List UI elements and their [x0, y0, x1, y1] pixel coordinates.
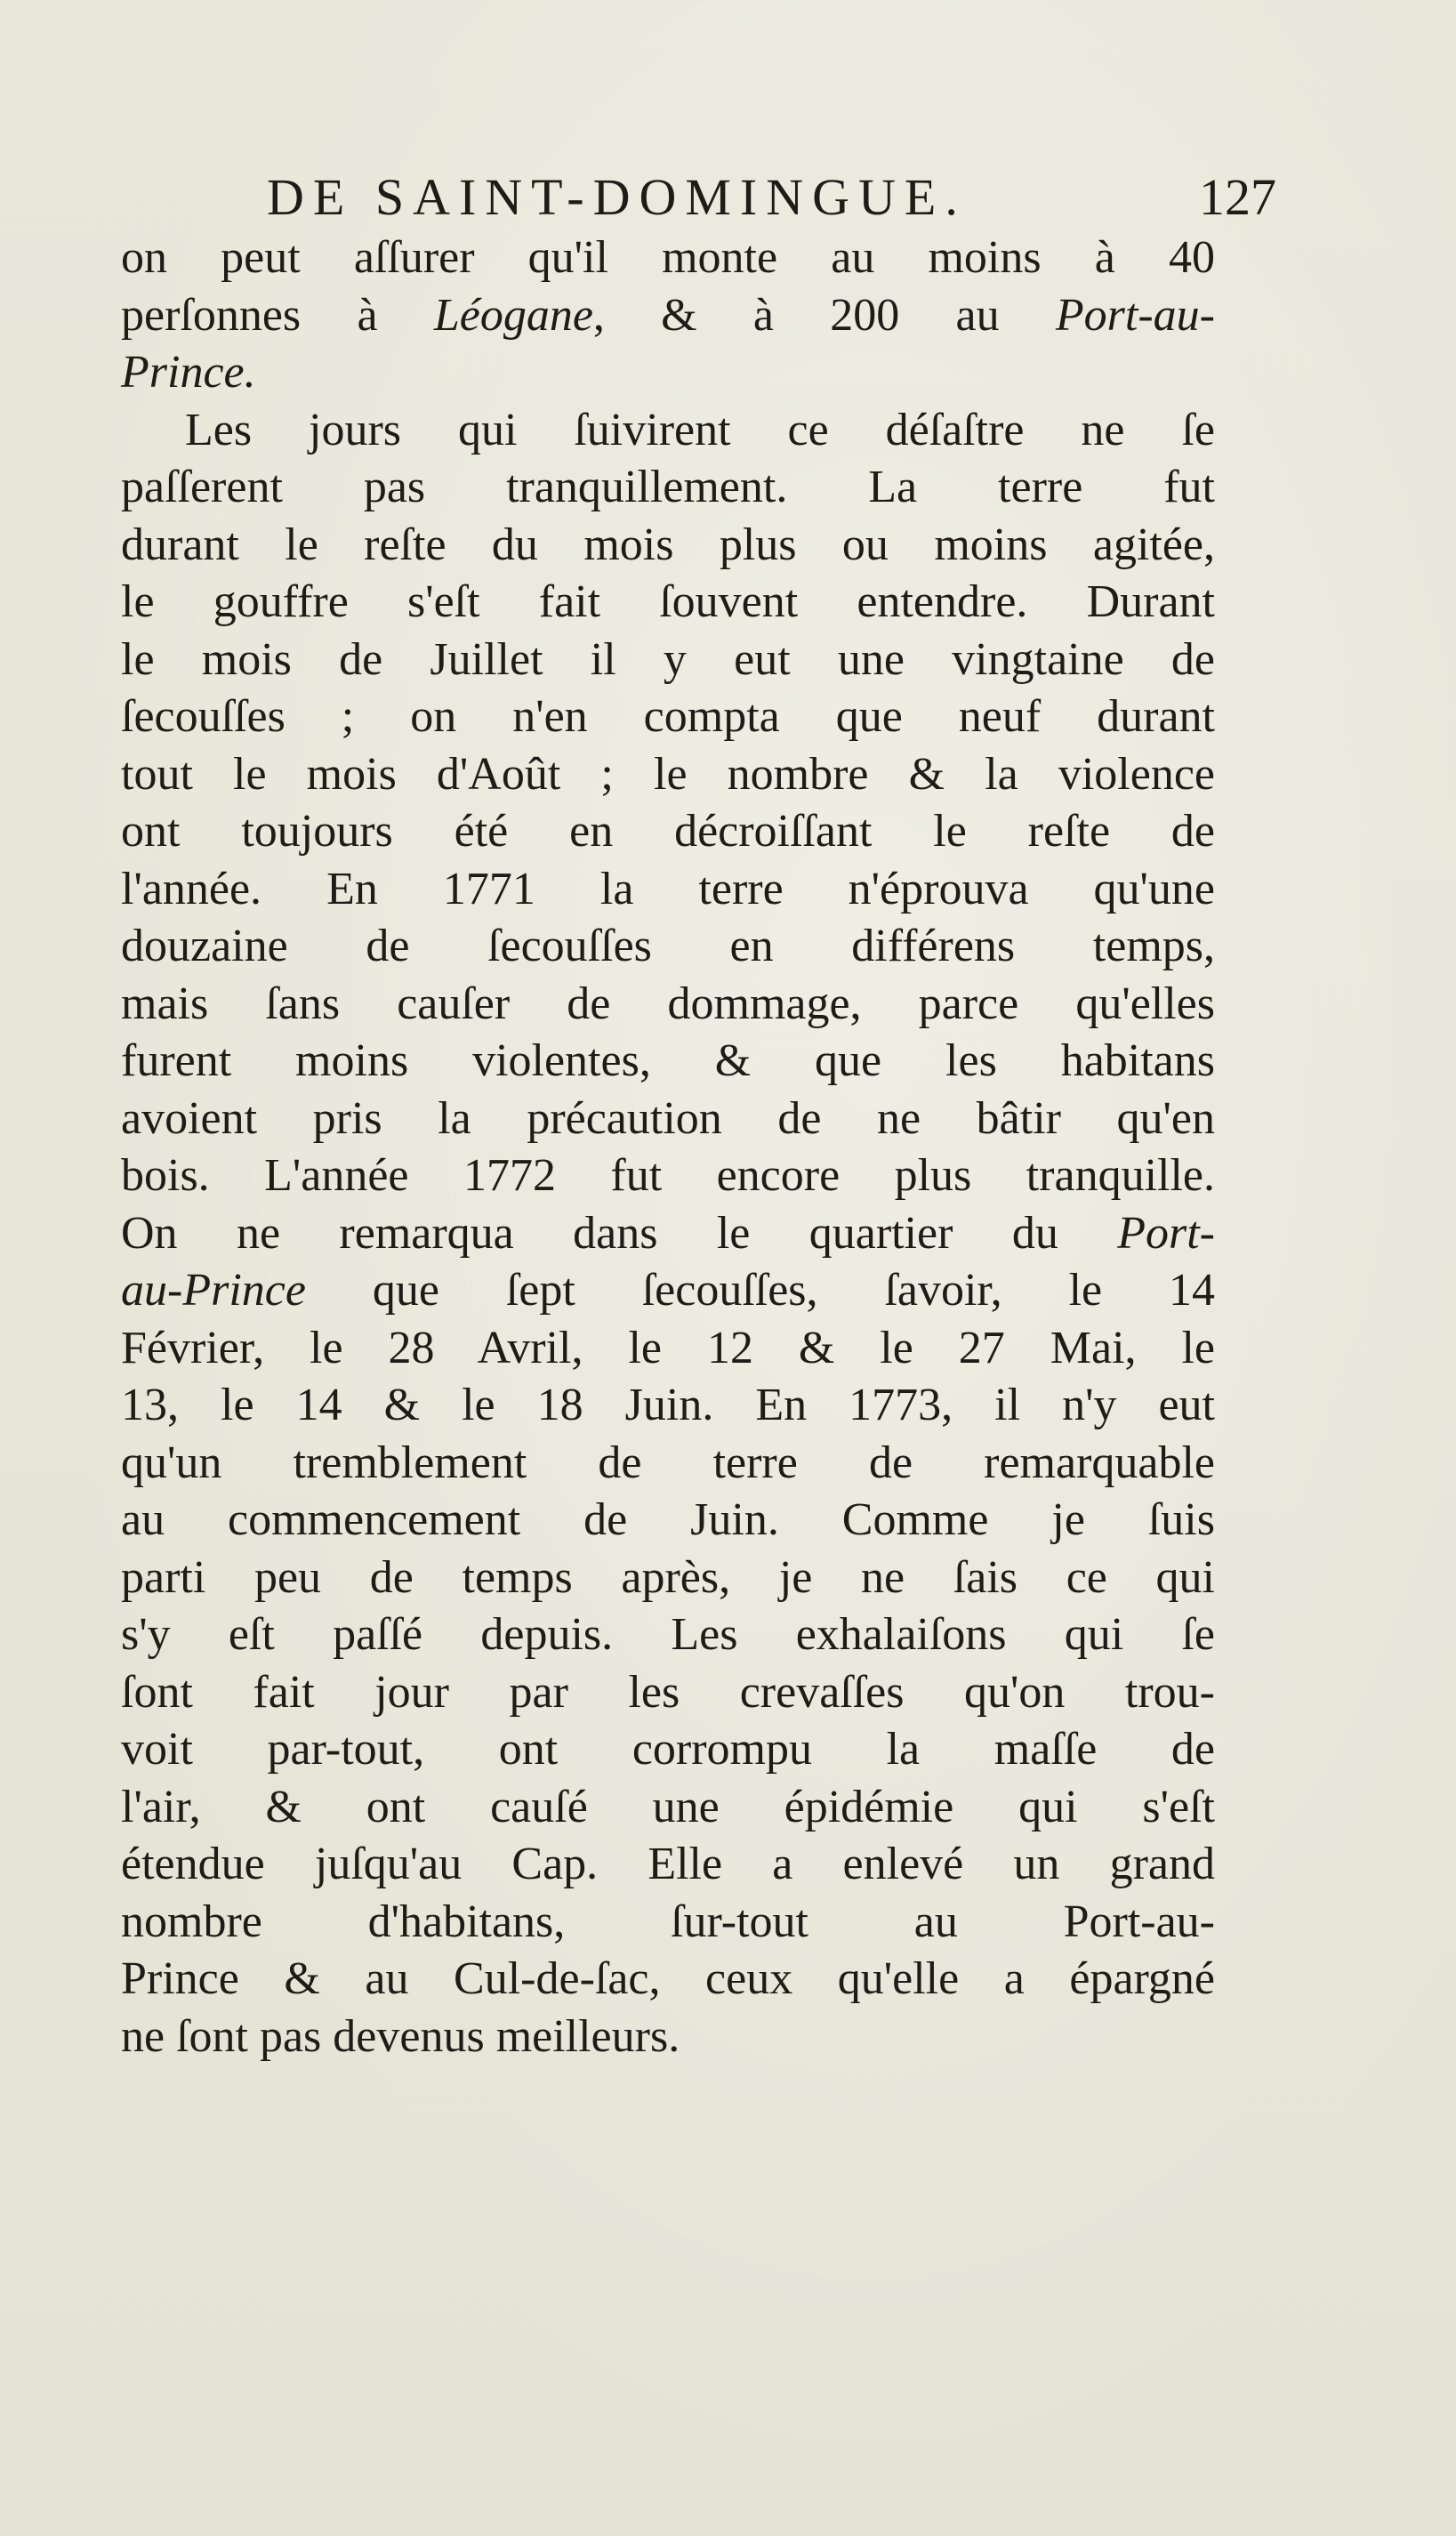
line-text: furent moins violentes, & que les habitans: [121, 1035, 1215, 1086]
text-line: [121, 918, 1215, 976]
line-text: qu'un tremblement de terre de remarquable: [121, 1437, 1215, 1488]
line-text: douzaine de ſecouſſes en différens temps,: [121, 921, 1215, 971]
line-text: mais ſans cauſer de dommage, parce qu'elles: [121, 978, 1215, 1029]
line-text: nombre d'habitans, ſur-tout au Port-au-: [121, 1896, 1215, 1947]
line-text: l'air, & ont cauſé une épidémie qui s'eſt: [121, 1781, 1215, 1832]
text-line: [121, 1951, 1215, 2009]
text-line: [121, 1262, 1215, 1320]
text-line: [121, 1205, 1215, 1263]
italic-text: Port-au-: [1055, 289, 1216, 341]
text-line: [121, 1894, 1215, 1952]
line-text: s'y eſt paſſé depuis. Les exhalaiſons qui ſe: [121, 1609, 1215, 1660]
text-line: [121, 574, 1215, 632]
text-line: [121, 1721, 1215, 1779]
text-line: [121, 976, 1215, 1034]
line-text: le gouffre s'eſt fait ſouvent entendre. Durant: [121, 576, 1215, 627]
line-text: On ne remarqua dans le quartier du: [121, 1207, 1118, 1259]
text-line: [121, 688, 1215, 746]
text-line: [121, 1664, 1215, 1722]
running-head: DE SAINT-DOMINGUE.: [267, 168, 967, 226]
line-text: bois. L'année 1772 fut encore plus tranquille.: [121, 1150, 1215, 1201]
line-text: l'année. En 1771 la terre n'éprouva qu'une: [121, 863, 1215, 914]
line-text: avoient pris la précaution de ne bâtir qu'en: [121, 1092, 1215, 1144]
text-line: [121, 344, 1215, 402]
italic-text: Léogane: [433, 289, 593, 341]
line-text: ne ſont pas devenus meilleurs.: [121, 2010, 680, 2062]
line-text: parti peu de temps après, je ne ſais ce qui: [121, 1551, 1215, 1603]
italic-text: Prince.: [121, 347, 256, 398]
line-text: le mois de Juillet il y eut une vingtaine de: [121, 633, 1215, 685]
line-text: paſſerent pas tranquillement. La terre fut: [121, 462, 1215, 512]
line-text: étendue juſqu'au Cap. Elle a enlevé un grand: [121, 1839, 1215, 1889]
text-line: [121, 1033, 1215, 1091]
text-line: [121, 1377, 1215, 1435]
line-text: Février, le 28 Avril, le 12 & le 27 Mai, le: [121, 1322, 1215, 1373]
text-line: [121, 459, 1215, 517]
page-header: [267, 167, 1276, 229]
line-text: que ſept ſecouſſes, ſavoir, le 14: [305, 1265, 1215, 1316]
italic-text: au-Prince: [121, 1265, 306, 1316]
text-line: [121, 1320, 1215, 1378]
text-line: [121, 1606, 1215, 1664]
text-line: [121, 2009, 1215, 2066]
text-line: [121, 287, 1215, 345]
italic-text: Port-: [1117, 1207, 1215, 1259]
text-line: [121, 1779, 1215, 1837]
text-line: [121, 517, 1215, 575]
text-line: [121, 229, 1215, 287]
page-number: 127: [1199, 168, 1276, 226]
line-text: durant le reſte du mois plus ou moins agitée,: [121, 519, 1215, 570]
text-line: [121, 1147, 1215, 1205]
line-text: au commencement de Juin. Comme je ſuis: [121, 1494, 1215, 1545]
line-text: perſonnes à: [121, 289, 434, 341]
line-text: , & à 200 au: [592, 289, 1056, 341]
line-text: ont toujours été en décroiſſant le reſte de: [121, 806, 1215, 857]
line-text: voit par-tout, ont corrompu la maſſe de: [121, 1724, 1215, 1775]
text-line: [121, 1435, 1215, 1493]
line-text: 13, le 14 & le 18 Juin. En 1773, il n'y eut: [121, 1380, 1215, 1430]
text-line: [121, 746, 1215, 804]
line-text: ſecouſſes ; on n'en compta que neuf durant: [121, 691, 1215, 742]
text-line: [121, 1091, 1215, 1148]
line-text: tout le mois d'Août ; le nombre & la violence: [121, 748, 1215, 800]
text-line: [121, 1836, 1215, 1894]
line-text: on peut aſſurer qu'il monte au moins à 40: [121, 232, 1215, 283]
text-line: [121, 402, 1215, 460]
text-line: [121, 632, 1215, 689]
text-line: [121, 803, 1215, 861]
line-text: Prince & au Cul-de-ſac, ceux qu'elle a épargné: [121, 1953, 1215, 2004]
text-line: [121, 1492, 1215, 1550]
line-text: Les jours qui ſuivirent ce déſaſtre ne ſe: [185, 404, 1215, 455]
text-line: [121, 1550, 1215, 1607]
body-text: [121, 229, 1215, 2065]
line-text: ſont fait jour par les crevaſſes qu'on trou-: [121, 1666, 1215, 1718]
text-line: [121, 861, 1215, 919]
